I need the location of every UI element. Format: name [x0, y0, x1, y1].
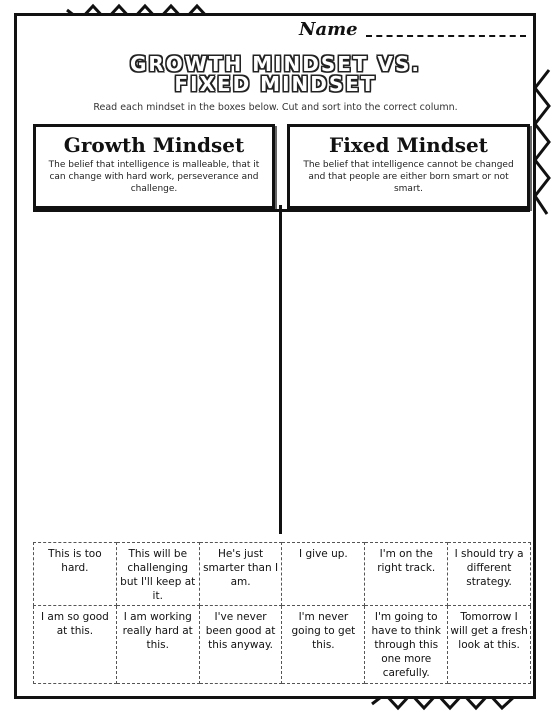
card-row: [34, 606, 531, 684]
name-label: Name: [299, 19, 358, 40]
name-field-line[interactable]: [366, 35, 526, 37]
growth-mindset-title: Growth Mindset: [63, 133, 245, 157]
fixed-mindset-header: [287, 124, 530, 209]
growth-mindset-header: [33, 124, 275, 209]
growth-mindset-definition: The belief that intelligence is malleable, that it can change with hard work, perseverance and challenge.: [48, 160, 260, 194]
card[interactable]: I give up.: [282, 543, 365, 606]
card[interactable]: I am so good at this.: [34, 606, 117, 684]
cut-out-cards: [33, 542, 531, 684]
card[interactable]: I'm never going to get this.: [282, 606, 365, 684]
card-row: [34, 543, 531, 606]
card[interactable]: He's just smarter than I am.: [199, 543, 282, 606]
card[interactable]: I'm on the right track.: [365, 543, 448, 606]
card[interactable]: I am working really hard at this.: [116, 606, 199, 684]
fixed-mindset-title: Fixed Mindset: [329, 133, 488, 157]
fixed-mindset-definition: The belief that intelligence cannot be changed and that people are either born smart or not smart.: [303, 160, 514, 194]
card[interactable]: Tomorrow I will get a fresh look at this.: [448, 606, 531, 684]
card[interactable]: I should try a different strategy.: [448, 543, 531, 606]
worksheet-title-line-1: GROWTH MINDSET VS.: [129, 52, 422, 76]
card[interactable]: This will be challenging but I'll keep at it.: [116, 543, 199, 606]
worksheet-title-line-2: FIXED MINDSET: [174, 72, 377, 96]
card[interactable]: This is too hard.: [34, 543, 117, 606]
column-divider-vertical: [279, 205, 282, 534]
card[interactable]: I've never been good at this anyway.: [199, 606, 282, 684]
instructions: Read each mindset in the boxes below. Cut and sort into the correct column.: [93, 102, 458, 113]
card[interactable]: I'm going to have to think through this one more carefully.: [365, 606, 448, 684]
